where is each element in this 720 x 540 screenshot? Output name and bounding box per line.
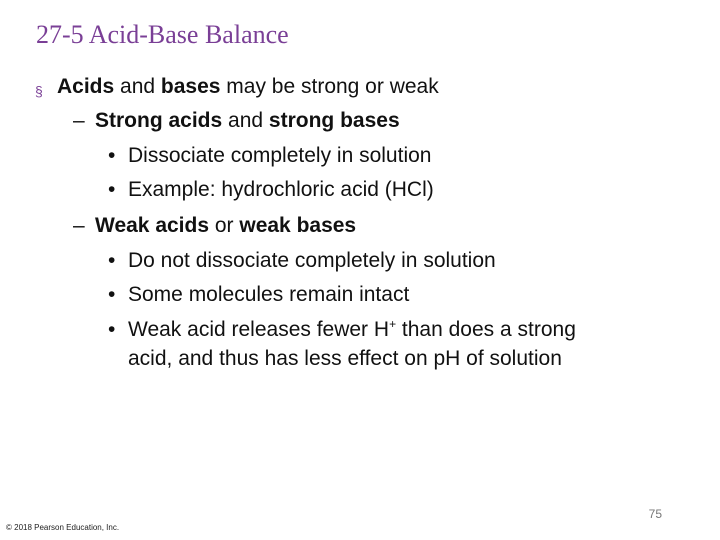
dot-bullet-icon: • bbox=[108, 283, 116, 306]
bullet-text-and: and bbox=[114, 75, 161, 98]
sub-bullet-text-weak-acids: Weak acids bbox=[95, 214, 210, 237]
slide-title: 27-5 Acid-Base Balance bbox=[36, 20, 289, 49]
superscript-plus: + bbox=[389, 317, 397, 331]
detail-bullet-text: Example: hydrochloric acid (HCl) bbox=[128, 178, 434, 201]
detail-bullet-example bbox=[108, 177, 434, 203]
sub-bullet-text-strong-acids: Strong acids bbox=[95, 109, 223, 132]
detail-bullet-do-not-dissociate bbox=[108, 248, 496, 274]
bullet-text-acids: Acids bbox=[57, 75, 115, 98]
bullet-acids-bases bbox=[35, 74, 439, 100]
dash-bullet-icon: – bbox=[73, 109, 85, 132]
copyright-notice: © 2018 Pearson Education, Inc. bbox=[6, 523, 120, 532]
detail-bullet-molecules-intact bbox=[108, 282, 410, 308]
sub-bullet-text-weak-bases: weak bases bbox=[239, 214, 357, 237]
sub-bullet-strong bbox=[73, 108, 400, 134]
detail-bullet-text-part2: than does a strong bbox=[396, 318, 576, 341]
bullet-text-rest: may be strong or weak bbox=[220, 75, 439, 98]
sub-bullet-text-or: or bbox=[209, 214, 240, 237]
sub-bullet-weak bbox=[73, 213, 357, 239]
sub-bullet-text-and: and bbox=[222, 109, 269, 132]
sub-bullet-text-strong-bases: strong bases bbox=[268, 109, 400, 132]
detail-bullet-weak-acid-releases bbox=[108, 317, 576, 343]
dot-bullet-icon: • bbox=[108, 249, 116, 272]
detail-bullet-text: Dissociate completely in solution bbox=[128, 144, 432, 167]
dot-bullet-icon: • bbox=[108, 144, 116, 167]
detail-bullet-text: Some molecules remain intact bbox=[128, 283, 410, 306]
detail-bullet-text-part3: acid, and thus has less effect on pH of solution bbox=[128, 347, 562, 370]
page-number: 75 bbox=[648, 507, 662, 521]
detail-bullet-text: Do not dissociate completely in solution bbox=[128, 249, 496, 272]
bullet-text-bases: bases bbox=[160, 75, 221, 98]
detail-bullet-text-part1: Weak acid releases fewer H bbox=[128, 318, 390, 341]
detail-bullet-dissociate bbox=[108, 143, 432, 169]
detail-bullet-weak-acid-continuation bbox=[128, 346, 562, 372]
dot-bullet-icon: • bbox=[108, 178, 116, 201]
square-bullet-icon: § bbox=[35, 83, 43, 99]
dot-bullet-icon: • bbox=[108, 318, 116, 341]
dash-bullet-icon: – bbox=[73, 214, 85, 237]
